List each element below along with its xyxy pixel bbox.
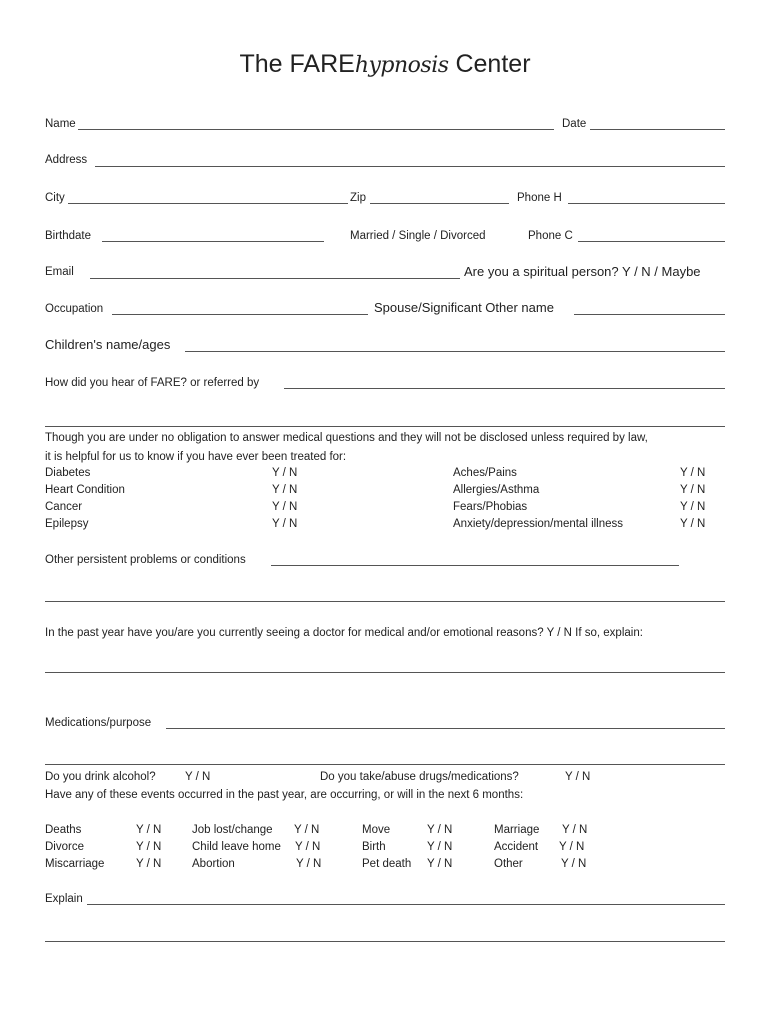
- explain-field-line-2[interactable]: [45, 941, 725, 942]
- spiritual-question[interactable]: Are you a spiritual person? Y / N / Maybe: [464, 264, 701, 279]
- marital-status[interactable]: Married / Single / Divorced: [350, 230, 486, 242]
- other-conditions-field[interactable]: [271, 565, 679, 566]
- explain-field[interactable]: [87, 904, 725, 905]
- address-field[interactable]: [95, 166, 725, 167]
- email-field[interactable]: [90, 278, 460, 279]
- birthdate-field[interactable]: [102, 241, 324, 242]
- phone-h-label: Phone H: [517, 192, 562, 204]
- children-field[interactable]: [185, 351, 725, 352]
- zip-label: Zip: [350, 192, 366, 204]
- event-label: Miscarriage: [45, 858, 105, 870]
- condition-label: Heart Condition: [45, 484, 125, 496]
- event-label: Birth: [362, 841, 386, 853]
- spouse-label: Spouse/Significant Other name: [374, 300, 554, 315]
- event-yn[interactable]: Y / N: [136, 824, 162, 836]
- event-label: Marriage: [494, 824, 540, 836]
- condition-yn[interactable]: Y / N: [680, 467, 706, 479]
- condition-label: Epilepsy: [45, 518, 89, 530]
- condition-yn[interactable]: Y / N: [272, 518, 298, 530]
- phone-c-label: Phone C: [528, 230, 573, 242]
- condition-yn[interactable]: Y / N: [272, 501, 298, 513]
- phone-c-field[interactable]: [578, 241, 725, 242]
- name-label: Name: [45, 118, 76, 130]
- alcohol-question: Do you drink alcohol?: [45, 771, 156, 783]
- event-yn[interactable]: Y / N: [427, 841, 453, 853]
- title-post: Center: [448, 50, 531, 78]
- event-yn[interactable]: Y / N: [295, 841, 321, 853]
- drugs-question: Do you take/abuse drugs/medications?: [320, 771, 519, 783]
- medications-label: Medications/purpose: [45, 717, 152, 729]
- events-question: Have any of these events occurred in the past year, are occurring, or will in the next 6 months:: [45, 789, 524, 801]
- event-label: Deaths: [45, 824, 82, 836]
- condition-yn[interactable]: Y / N: [680, 518, 706, 530]
- event-yn[interactable]: Y / N: [296, 858, 322, 870]
- alcohol-yn[interactable]: Y / N: [185, 771, 211, 783]
- occupation-field[interactable]: [112, 314, 368, 315]
- other-conditions-field-line-2[interactable]: [45, 601, 725, 602]
- drugs-yn[interactable]: Y / N: [565, 771, 591, 783]
- spouse-field[interactable]: [574, 314, 725, 315]
- event-yn[interactable]: Y / N: [427, 824, 453, 836]
- medical-intro-line2: it is helpful for us to know if you have ever been treated for:: [45, 451, 347, 463]
- condition-yn[interactable]: Y / N: [680, 501, 706, 513]
- form-title: [0, 50, 770, 79]
- address-label: Address: [45, 154, 88, 166]
- event-yn[interactable]: Y / N: [294, 824, 320, 836]
- condition-label: Cancer: [45, 501, 83, 513]
- event-label: Move: [362, 824, 391, 836]
- event-label: Abortion: [192, 858, 235, 870]
- explain-label: Explain: [45, 893, 83, 905]
- event-yn[interactable]: Y / N: [427, 858, 453, 870]
- email-label: Email: [45, 266, 74, 278]
- children-label: Children's name/ages: [45, 337, 171, 352]
- event-yn[interactable]: Y / N: [561, 858, 587, 870]
- medical-intro-line1: Though you are under no obligation to answer medical questions and they will not be disclosed unless required by law,: [45, 432, 648, 444]
- condition-label: Fears/Phobias: [453, 501, 528, 513]
- other-conditions-label: Other persistent problems or conditions: [45, 554, 246, 566]
- event-label: Pet death: [362, 858, 412, 870]
- condition-label: Aches/Pains: [453, 467, 517, 479]
- medications-field-line-2[interactable]: [45, 764, 725, 765]
- event-label: Divorce: [45, 841, 84, 853]
- zip-field[interactable]: [370, 203, 509, 204]
- phone-h-field[interactable]: [568, 203, 725, 204]
- title-script: hypnosis: [354, 53, 449, 78]
- condition-label: Allergies/Asthma: [453, 484, 540, 496]
- occupation-label: Occupation: [45, 303, 104, 315]
- condition-yn[interactable]: Y / N: [272, 467, 298, 479]
- condition-yn[interactable]: Y / N: [680, 484, 706, 496]
- event-label: Child leave home: [192, 841, 281, 853]
- date-label: Date: [562, 118, 587, 130]
- doctor-question: In the past year have you/are you currently seeing a doctor for medical and/or emotional reasons? Y / N If so, explain:: [45, 627, 643, 639]
- referral-field-line-2[interactable]: [45, 426, 725, 427]
- condition-label: Anxiety/depression/mental illness: [453, 518, 624, 530]
- event-yn[interactable]: Y / N: [136, 841, 162, 853]
- city-field[interactable]: [68, 203, 348, 204]
- referral-label: How did you hear of FARE? or referred by: [45, 377, 260, 389]
- event-yn[interactable]: Y / N: [136, 858, 162, 870]
- birthdate-label: Birthdate: [45, 230, 92, 242]
- condition-yn[interactable]: Y / N: [272, 484, 298, 496]
- city-label: City: [45, 192, 65, 204]
- name-field[interactable]: [78, 129, 554, 130]
- title-pre: The FARE: [239, 50, 355, 78]
- condition-label: Diabetes: [45, 467, 91, 479]
- event-label: Job lost/change: [192, 824, 273, 836]
- event-label: Accident: [494, 841, 539, 853]
- event-label: Other: [494, 858, 523, 870]
- date-field[interactable]: [590, 129, 725, 130]
- event-yn[interactable]: Y / N: [562, 824, 588, 836]
- referral-field[interactable]: [284, 388, 725, 389]
- event-yn[interactable]: Y / N: [559, 841, 585, 853]
- medications-field[interactable]: [166, 728, 725, 729]
- doctor-explain-field[interactable]: [45, 672, 725, 673]
